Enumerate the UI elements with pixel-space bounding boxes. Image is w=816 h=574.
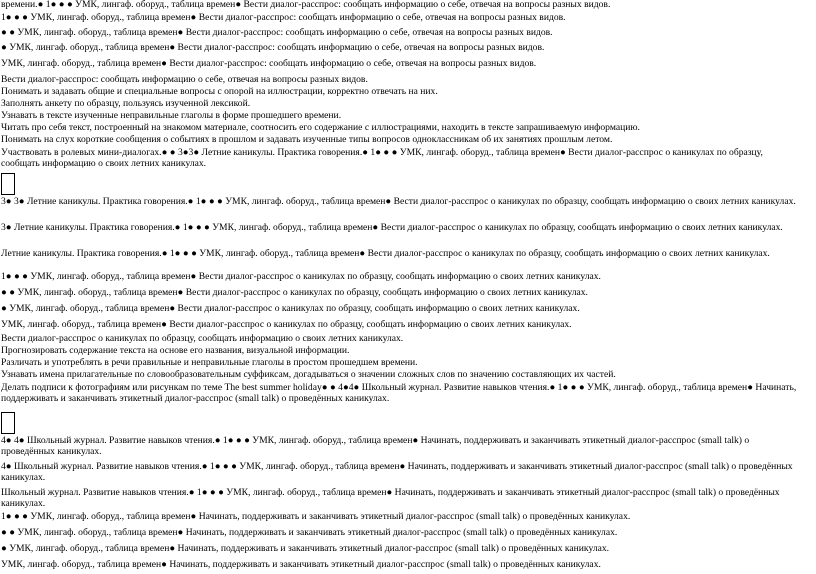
- text-line: 4● Школьный журнал. Развитие навыков чтения.● 1● ● ● УМК, лингаф. оборуд., таблица времен● Начинать, поддерживать и заканчивать этикетный диалог-расспрос (small talk) о проведённых каникулах.: [1, 462, 793, 483]
- text-line: Летние каникулы. Практика говорения.● 1● ● ● УМК, лингаф. оборуд., таблица времен● Вести диалог-расспрос о каникулах по образцу, сообщать информацию о своих летних каникулах.: [1, 249, 770, 259]
- text-line: времени.● 1● ● ● УМК, лингаф. оборуд., таблица времен● Вести диалог-расспрос: сообщать информацию о себе, отвечая на вопросы разных видов.: [1, 0, 611, 10]
- text-line: 3● 3● Летние каникулы. Практика говорения.● 1● ● ● УМК, лингаф. оборуд., таблица времен● Вести диалог-расспрос о каникулах по образцу, сообщать информацию о своих летних каникулах.: [1, 197, 796, 207]
- text-line: Понимать на слух короткие сообщения о событиях в прошлом и задавать изученные типы вопросов одноклассникам об их занятиях прошлым летом.: [1, 135, 613, 145]
- text-line: Прогнозировать содержание текста на основе его названия, визуальной информации.: [1, 346, 350, 356]
- text-line: Различать и употреблять в речи правильные и неправильные глаголы в простом прошедшем времени.: [1, 358, 418, 368]
- text-line: Узнавать в тексте изученные неправильные глаголы в форме прошедшего времени.: [1, 111, 342, 121]
- text-line: ● УМК, лингаф. оборуд., таблица времен● Вести диалог-расспрос о каникулах по образцу, сообщать информацию о своих летних каникулах.: [1, 304, 580, 314]
- text-line: 1● ● ● УМК, лингаф. оборуд., таблица времен● Начинать, поддерживать и заканчивать этикетный диалог-расспрос (small talk) о проведённых каникулах.: [1, 512, 631, 522]
- text-line: 1● ● ● УМК, лингаф. оборуд., таблица времен● Вести диалог-расспрос: сообщать информацию о себе, отвечая на вопросы разных видов.: [1, 13, 566, 23]
- text-line: ● УМК, лингаф. оборуд., таблица времен● Начинать, поддерживать и заканчивать этикетный диалог-расспрос (small talk) о проведённых каникулах.: [1, 544, 610, 554]
- text-line: УМК, лингаф. оборуд., таблица времен● Вести диалог-расспрос: сообщать информацию о себе, отвечая на вопросы разных видов.: [1, 59, 537, 69]
- text-line: Вести диалог-расспрос о каникулах по образцу, сообщать информацию о своих летних каникулах.: [1, 334, 404, 344]
- text-line: Заполнять анкету по образцу, пользуясь изученной лексикой.: [1, 99, 251, 109]
- text-line: УМК, лингаф. оборуд., таблица времен● Начинать, поддерживать и заканчивать этикетный диалог-расспрос (small talk) о проведённых каникулах.: [1, 560, 601, 570]
- text-line: Узнавать имена прилагательные по словообразовательным суффиксам, догадываться о значении сложных слов по значению составляющих их частей.: [1, 370, 616, 380]
- text-line: Понимать и задавать общие и специальные вопросы с опорой на иллюстрации, корректно отвечать на них.: [1, 87, 438, 97]
- empty-checkbox: [1, 173, 15, 195]
- text-line: Читать про себя текст, построенный на знакомом материале, соотносить его содержание с иллюстрациями, находить в тексте запрашиваемую информацию.: [1, 123, 640, 133]
- text-line: Делать подписи к фотографиям или рисункам по теме The best summer holiday● ● 4●4● Школьный журнал. Развитие навыков чтения.● 1● ● ● УМК, лингаф. оборуд., таблица времен● Начинать, поддерживать и заканчивать этикетный диалог-расспрос (small talk) о проведённых каникулах.: [1, 383, 797, 404]
- text-line: 1● ● ● УМК, лингаф. оборуд., таблица времен● Вести диалог-расспрос о каникулах по образцу, сообщать информацию о своих летних каникулах.: [1, 272, 601, 282]
- text-line: ● ● УМК, лингаф. оборуд., таблица времен● Начинать, поддерживать и заканчивать этикетный диалог-расспрос (small talk) о проведённых каникулах.: [1, 528, 618, 538]
- text-line: Участвовать в ролевых мини-диалогах.● ● 3●3● Летние каникулы. Практика говорения.● 1● ● ● УМК, лингаф. оборуд., таблица времен● Вести диалог-расспрос о каникулах по образцу, сообщать информацию о своих летних каникулах.: [1, 148, 763, 169]
- text-line: Вести диалог-расспрос: сообщать информацию о себе, отвечая на вопросы разных видов.: [1, 75, 368, 85]
- text-line: УМК, лингаф. оборуд., таблица времен● Вести диалог-расспрос о каникулах по образцу, сообщать информацию о своих летних каникулах.: [1, 320, 572, 330]
- text-line: ● ● УМК, лингаф. оборуд., таблица времен● Вести диалог-расспрос о каникулах по образцу, сообщать информацию о своих летних каникулах.: [1, 288, 588, 298]
- text-line: Школьный журнал. Развитие навыков чтения.● 1● ● ● УМК, лингаф. оборуд., таблица времен● Начинать, поддерживать и заканчивать этикетный диалог-расспрос (small talk) о проведённых каникулах.: [1, 488, 780, 509]
- text-line: 3● Летние каникулы. Практика говорения.● 1● ● ● УМК, лингаф. оборуд., таблица времен● Вести диалог-расспрос о каникулах по образцу, сообщать информацию о своих летних каникулах.: [1, 223, 783, 233]
- empty-checkbox: [1, 412, 15, 434]
- text-line: 4● 4● Школьный журнал. Развитие навыков чтения.● 1● ● ● УМК, лингаф. оборуд., таблица времен● Начинать, поддерживать и заканчивать этикетный диалог-расспрос (small talk) о проведённых каникулах.: [1, 436, 750, 457]
- text-line: ● ● УМК, лингаф. оборуд., таблица времен● Вести диалог-расспрос: сообщать информацию о себе, отвечая на вопросы разных видов.: [1, 28, 553, 38]
- text-line: ● УМК, лингаф. оборуд., таблица времен● Вести диалог-расспрос: сообщать информацию о себе, отвечая на вопросы разных видов.: [1, 43, 545, 53]
